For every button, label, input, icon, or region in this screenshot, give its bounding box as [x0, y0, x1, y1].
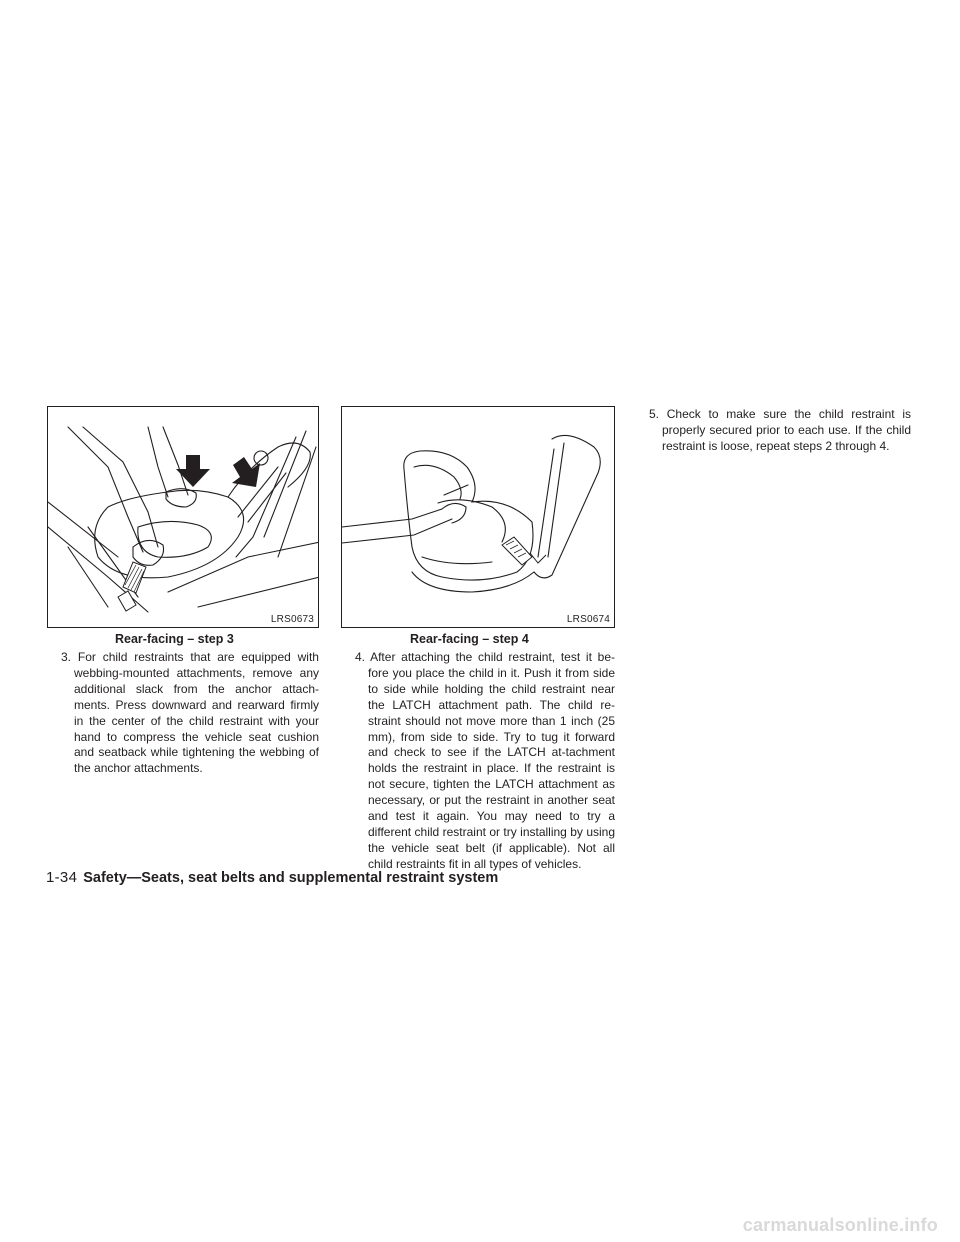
figure-code: LRS0674 [566, 614, 610, 625]
step-number: 5. [649, 407, 660, 421]
figure-rear-facing-step-4 [341, 406, 615, 628]
figure-caption: Rear-facing – step 3 [115, 632, 234, 646]
figure-code: LRS0673 [270, 614, 314, 625]
step-text: After attaching the child restraint, test it be-fore you place the child in it. Push it from side to side while holding the child restraint near the LATCH attachment path. The child re-straint should not move more than 1 inch (25 mm), from side to side. Try to tug it forward and check to see if the LATCH at-tachment holds the restraint in place. If the restraint is not secure, tighten the LATCH attachment as necessary, or put the restraint in another seat and test it again. You may need to try a different child restraint or try installing by using the vehicle seat belt (if applicable). Not all child restraints fit in all types of vehicles. [368, 650, 615, 871]
step-number: 3. [61, 650, 72, 664]
step-5-paragraph [649, 407, 911, 455]
illustration-test-restraint [342, 407, 615, 628]
step-text: Check to make sure the child restraint is properly secured prior to each use. If the child restraint is loose, repeat steps 2 through 4. [662, 407, 912, 453]
step-number: 4. [355, 650, 366, 664]
step-3-paragraph [61, 650, 319, 777]
illustration-compress-seat [48, 407, 319, 628]
figure-caption: Rear-facing – step 4 [410, 632, 529, 646]
figure-rear-facing-step-3 [47, 406, 319, 628]
step-text: For child restraints that are equipped with webbing-mounted attachments, remove any additional slack from the anchor attach-ments. Press downward and rearward firmly in the center of the child restraint with your hand to compress the vehicle seat cushion and seatback while tightening the webbing of the anchor attachments. [74, 650, 319, 776]
page-footer [46, 869, 498, 886]
section-title: Safety—Seats, seat belts and supplemental restraint system [83, 870, 499, 886]
watermark: carmanualsonline.info [742, 1215, 938, 1235]
page-number: 1-34 [46, 869, 78, 886]
step-4-paragraph [355, 650, 615, 873]
